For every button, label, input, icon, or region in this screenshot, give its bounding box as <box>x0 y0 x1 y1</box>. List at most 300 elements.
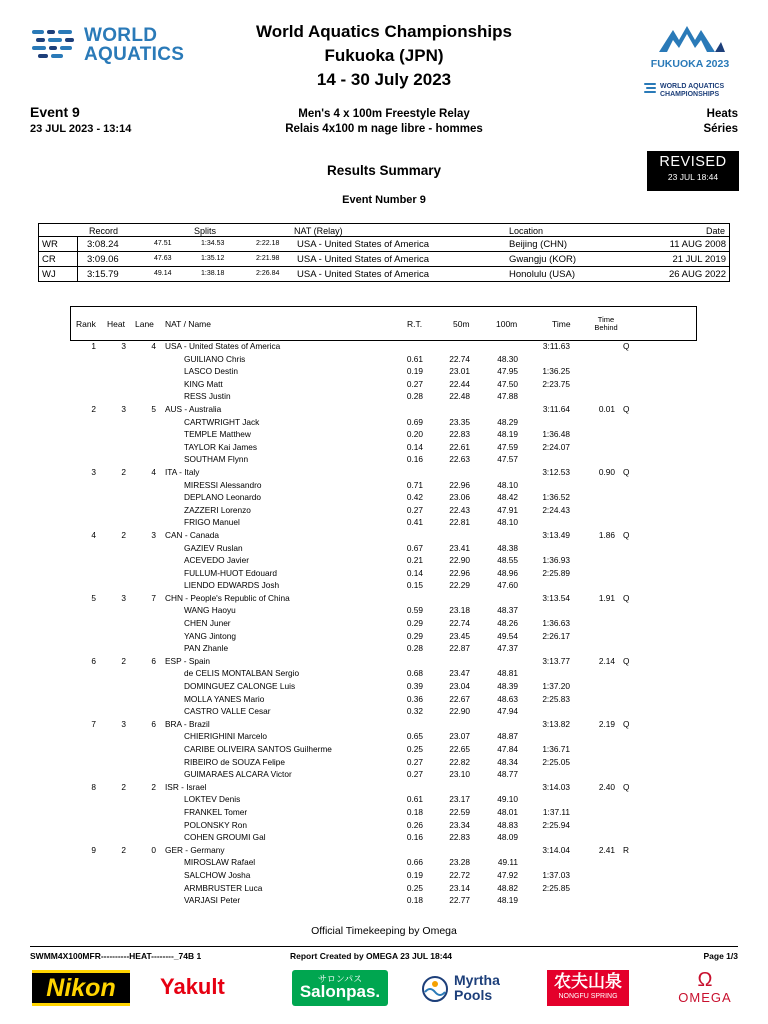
swimmer-row <box>0 542 768 555</box>
split-100m: 48.10 <box>497 517 518 528</box>
swimmer-row <box>0 793 768 806</box>
time-behind: 2.14 <box>598 655 615 666</box>
reaction-time: 0.69 <box>406 416 423 427</box>
omega-text: OMEGA <box>678 990 732 1005</box>
reaction-time: 0.68 <box>406 668 423 679</box>
header-lane: Lane <box>135 319 154 329</box>
split-50m: 22.63 <box>449 454 470 465</box>
team-row <box>0 529 768 542</box>
cumulative-time: 1:36.52 <box>542 492 570 503</box>
split-100m: 48.87 <box>497 731 518 742</box>
cumulative-time: 2:24.07 <box>542 441 570 452</box>
split-100m: 49.54 <box>497 630 518 641</box>
records-header-location: Location <box>509 226 544 236</box>
split-50m: 23.07 <box>449 731 470 742</box>
title-line-3: 14 - 30 July 2023 <box>316 70 452 89</box>
salonpas-text: Salonpas. <box>299 982 381 1001</box>
reaction-time: 0.27 <box>406 504 423 515</box>
split-50m: 23.01 <box>449 366 470 377</box>
time-behind: 1.91 <box>598 592 615 603</box>
swimmer-row <box>0 730 768 743</box>
lane: 3 <box>151 529 156 540</box>
split-100m: 48.09 <box>497 832 518 843</box>
swimmer-row <box>0 479 768 492</box>
swimmer-row <box>0 693 768 706</box>
final-time: 3:13.49 <box>542 529 570 540</box>
myrtha-text-2: Pools <box>454 987 493 1003</box>
record-code: CR <box>42 254 56 265</box>
swimmer-name: YANG Jintong <box>184 630 236 641</box>
cumulative-time: 2:25.85 <box>542 882 570 893</box>
rank: 9 <box>91 844 96 855</box>
split-50m: 23.17 <box>449 794 470 805</box>
final-time: 3:11.64 <box>542 403 570 414</box>
record-code: WJ <box>42 269 56 280</box>
swimmer-row <box>0 441 768 454</box>
swimmer-row <box>0 504 768 517</box>
record-s2: 1:35.12 <box>201 255 225 262</box>
split-100m: 48.19 <box>497 895 518 906</box>
heat: 2 <box>121 655 126 666</box>
split-100m: 47.37 <box>497 643 518 654</box>
swimmer-name: LASCO Destin <box>184 366 238 377</box>
yakult-logo <box>160 970 260 1006</box>
team-row <box>0 340 768 353</box>
qualification: Q <box>623 403 630 414</box>
logo-word-1: WORLD <box>84 25 158 46</box>
records-header-nat: NAT (Relay) <box>294 226 343 236</box>
swimmer-row <box>0 428 768 441</box>
reaction-time: 0.61 <box>406 353 423 364</box>
record-nat: USA - United States of America <box>297 239 430 250</box>
swimmer-row <box>0 579 768 592</box>
swimmer-name: ACEVEDO Javier <box>184 555 250 566</box>
header-rt: R.T. <box>407 319 423 329</box>
split-100m: 47.59 <box>497 441 518 452</box>
heat: 3 <box>121 718 126 729</box>
reaction-time: 0.28 <box>406 643 423 654</box>
team-name: GER - Germany <box>165 844 225 855</box>
swimmer-name: GUILIANO Chris <box>184 353 246 364</box>
qualification: Q <box>623 655 630 666</box>
header-heat: Heat <box>107 319 125 329</box>
header-50m: 50m <box>453 319 470 329</box>
team-name: ITA - Italy <box>165 466 200 477</box>
record-code: WR <box>42 239 58 250</box>
cumulative-time: 1:37.20 <box>542 681 570 692</box>
qualification: Q <box>623 341 630 351</box>
team-name: AUS - Australia <box>165 403 222 414</box>
split-100m: 48.37 <box>497 605 518 616</box>
rank: 5 <box>91 592 96 603</box>
report-created: Report Created by OMEGA 23 JUL 18:44 <box>290 951 453 961</box>
split-100m: 48.19 <box>497 429 518 440</box>
split-50m: 22.74 <box>449 618 470 629</box>
heat: 3 <box>121 403 126 414</box>
cumulative-time: 2:25.83 <box>542 693 570 704</box>
split-100m: 48.82 <box>497 882 518 893</box>
swimmer-name: GUIMARAES ALCARA Victor <box>184 769 292 780</box>
split-50m: 23.28 <box>449 857 470 868</box>
split-100m: 47.88 <box>497 391 518 402</box>
salonpas-logo <box>292 970 388 1006</box>
rank: 6 <box>91 655 96 666</box>
split-50m: 22.90 <box>449 706 470 717</box>
event-name-fr: Relais 4x100 m nage libre - hommes <box>285 123 483 135</box>
split-100m: 48.63 <box>497 693 518 704</box>
rank: 8 <box>91 781 96 792</box>
final-time: 3:13.77 <box>542 655 570 666</box>
nongfu-spring-logo <box>547 970 629 1006</box>
record-row <box>39 251 729 266</box>
rank: 3 <box>91 466 96 477</box>
swimmer-row <box>0 617 768 630</box>
header-time-behind-1: Time <box>597 315 615 324</box>
swimmer-name: MIRESSI Alessandro <box>184 479 262 490</box>
split-50m: 22.61 <box>449 441 470 452</box>
record-s3: 2:26.84 <box>256 270 280 277</box>
split-100m: 47.57 <box>497 454 518 465</box>
host-sub-1: WORLD AQUATICS <box>660 83 725 90</box>
reaction-time: 0.14 <box>406 441 423 452</box>
swimmer-row <box>0 705 768 718</box>
split-50m: 22.29 <box>449 580 470 591</box>
footer-divider <box>30 946 738 947</box>
record-nat: USA - United States of America <box>297 254 430 265</box>
reaction-time: 0.36 <box>406 693 423 704</box>
rank: 2 <box>91 403 96 414</box>
reaction-time: 0.26 <box>406 819 423 830</box>
record-date: 21 JUL 2019 <box>672 254 726 265</box>
record-time: 3:15.79 <box>87 269 119 280</box>
swimmer-name: CHEN Juner <box>184 618 231 629</box>
rank: 7 <box>91 718 96 729</box>
results-header <box>70 306 697 341</box>
record-nat: USA - United States of America <box>297 269 430 280</box>
timekeeping-note: Official Timekeeping by Omega <box>311 925 457 937</box>
qualification: Q <box>623 529 630 540</box>
split-100m: 48.83 <box>497 819 518 830</box>
record-s2: 1:34.53 <box>201 240 225 247</box>
swimmer-name: FULLUM-HUOT Edouard <box>184 567 277 578</box>
time-behind: 1.86 <box>598 529 615 540</box>
swimmer-row <box>0 819 768 832</box>
event-info <box>30 104 131 135</box>
final-time: 3:13.54 <box>542 592 570 603</box>
myrtha-pools-logo <box>420 970 520 1006</box>
swimmer-row <box>0 743 768 756</box>
swimmer-row <box>0 630 768 643</box>
nongfu-cn-text: 农夫山泉 <box>554 972 622 991</box>
lane: 4 <box>151 341 156 351</box>
reaction-time: 0.66 <box>406 857 423 868</box>
swimmer-name: LOKTEV Denis <box>184 794 241 805</box>
swimmer-name: SOUTHAM Flynn <box>184 454 249 465</box>
record-location: Gwangju (KOR) <box>509 254 577 265</box>
revised-label: REVISED <box>659 154 727 170</box>
final-time: 3:14.04 <box>542 844 570 855</box>
split-50m: 22.48 <box>449 391 470 402</box>
record-s3: 2:22.18 <box>256 240 280 247</box>
cumulative-time: 2:25.89 <box>542 567 570 578</box>
event-number-label: Event Number 9 <box>342 194 426 206</box>
split-100m: 48.81 <box>497 668 518 679</box>
omega-logo <box>665 970 745 1006</box>
reaction-time: 0.18 <box>406 895 423 906</box>
reaction-time: 0.19 <box>406 869 423 880</box>
record-s1: 49.14 <box>154 270 172 277</box>
records-header-date: Date <box>705 226 725 236</box>
split-50m: 22.87 <box>449 643 470 654</box>
split-50m: 22.77 <box>449 895 470 906</box>
event-phase <box>703 107 738 137</box>
team-name: CHN - People's Republic of China <box>165 592 290 603</box>
reaction-time: 0.65 <box>406 731 423 742</box>
split-50m: 23.06 <box>449 492 470 503</box>
split-100m: 47.92 <box>497 869 518 880</box>
split-100m: 48.01 <box>497 806 518 817</box>
swimmer-row <box>0 604 768 617</box>
team-row <box>0 844 768 857</box>
team-row <box>0 718 768 731</box>
salonpas-jp-text: サロンパス <box>317 974 363 984</box>
swimmer-row <box>0 416 768 429</box>
split-50m: 22.96 <box>449 567 470 578</box>
split-50m: 23.10 <box>449 769 470 780</box>
record-row <box>39 236 729 251</box>
team-name: ISR - Israel <box>165 781 207 792</box>
cumulative-time: 1:37.03 <box>542 869 570 880</box>
reaction-time: 0.27 <box>406 756 423 767</box>
reaction-time: 0.15 <box>406 580 423 591</box>
event-name <box>200 107 568 137</box>
rank: 1 <box>91 341 96 351</box>
record-time: 3:09.06 <box>87 254 119 265</box>
heat: 2 <box>121 529 126 540</box>
swimmer-name: DOMINGUEZ CALONGE Luis <box>184 681 296 692</box>
header-rank: Rank <box>76 319 96 329</box>
split-100m: 48.38 <box>497 542 518 553</box>
split-50m: 22.81 <box>449 517 470 528</box>
swimmer-name: FRANKEL Tomer <box>184 806 248 817</box>
cumulative-time: 1:36.48 <box>542 429 570 440</box>
split-100m: 48.34 <box>497 756 518 767</box>
split-50m: 22.72 <box>449 869 470 880</box>
swimmer-row <box>0 882 768 895</box>
cumulative-time: 2:25.94 <box>542 819 570 830</box>
lane: 6 <box>151 655 156 666</box>
swimmer-name: CARTWRIGHT Jack <box>184 416 260 427</box>
team-row <box>0 655 768 668</box>
split-50m: 22.67 <box>449 693 470 704</box>
split-100m: 49.11 <box>497 857 518 868</box>
swimmer-name: MIROSLAW Rafael <box>184 857 256 868</box>
team-row <box>0 466 768 479</box>
split-100m: 47.94 <box>497 706 518 717</box>
split-50m: 22.74 <box>449 353 470 364</box>
swimmer-name: SALCHOW Josha <box>184 869 251 880</box>
reaction-time: 0.14 <box>406 567 423 578</box>
time-behind: 0.01 <box>598 403 615 414</box>
time-behind: 2.41 <box>598 844 615 855</box>
qualification: Q <box>623 592 630 603</box>
swimmer-name: CHIERIGHINI Marcelo <box>184 731 267 742</box>
reaction-time: 0.67 <box>406 542 423 553</box>
swimmer-row <box>0 554 768 567</box>
split-50m: 22.59 <box>449 806 470 817</box>
swimmer-row <box>0 856 768 869</box>
swimmer-row <box>0 491 768 504</box>
reaction-time: 0.27 <box>406 378 423 389</box>
reaction-time: 0.25 <box>406 882 423 893</box>
swimmer-row <box>0 831 768 844</box>
report-code: SWMM4X100MFR----------HEAT--------_74B 1 <box>30 951 202 961</box>
revised-time: 23 JUL 18:44 <box>667 172 719 182</box>
time-behind: 2.40 <box>598 781 615 792</box>
team-name: BRA - Brazil <box>165 718 210 729</box>
split-100m: 48.39 <box>497 681 518 692</box>
split-100m: 48.26 <box>497 618 518 629</box>
cumulative-time: 1:37.11 <box>542 806 570 817</box>
swimmer-name: LIENDO EDWARDS Josh <box>184 580 280 591</box>
split-100m: 47.95 <box>497 366 518 377</box>
page-number: Page 1/3 <box>703 951 738 961</box>
reaction-time: 0.25 <box>406 744 423 754</box>
reaction-time: 0.32 <box>406 706 423 717</box>
lane: 6 <box>151 718 156 729</box>
swimmer-name: KING Matt <box>184 378 223 389</box>
reaction-time: 0.29 <box>406 630 423 641</box>
swimmer-name: RESS Justin <box>184 391 231 402</box>
swimmer-row <box>0 667 768 680</box>
cumulative-time: 2:26.17 <box>542 630 570 641</box>
world-aquatics-icon <box>30 26 78 66</box>
swimmer-row <box>0 378 768 391</box>
swimmer-name: FRIGO Manuel <box>184 517 240 528</box>
nikon-logo <box>32 970 130 1006</box>
split-100m: 47.84 <box>497 744 518 754</box>
split-100m: 48.55 <box>497 555 518 566</box>
event-name-en: Men's 4 x 100m Freestyle Relay <box>298 108 470 120</box>
split-100m: 48.10 <box>497 479 518 490</box>
team-row <box>0 592 768 605</box>
split-50m: 23.14 <box>449 882 470 893</box>
fukuoka-logo-icon <box>655 22 725 56</box>
header-100m: 100m <box>496 319 518 329</box>
heat: 2 <box>121 781 126 792</box>
qualification: R <box>623 844 629 855</box>
swimmer-name: POLONSKY Ron <box>184 819 248 830</box>
heat: 3 <box>121 341 126 351</box>
header-nat-name: NAT / Name <box>165 319 211 329</box>
record-time: 3:08.24 <box>87 239 119 250</box>
split-100m: 47.50 <box>497 378 518 389</box>
team-row <box>0 781 768 794</box>
swimmer-row <box>0 680 768 693</box>
reaction-time: 0.39 <box>406 681 423 692</box>
heat: 2 <box>121 844 126 855</box>
split-50m: 23.35 <box>449 416 470 427</box>
split-50m: 22.83 <box>449 429 470 440</box>
reaction-time: 0.16 <box>406 832 423 843</box>
split-100m: 48.42 <box>497 492 518 503</box>
reaction-time: 0.41 <box>406 517 423 528</box>
record-date: 26 AUG 2022 <box>668 269 726 280</box>
phase-en: Heats <box>706 108 738 120</box>
lane: 2 <box>151 781 156 792</box>
cumulative-time: 2:24.43 <box>542 504 570 515</box>
cumulative-time: 2:25.05 <box>542 756 570 767</box>
reaction-time: 0.19 <box>406 366 423 377</box>
swimmer-row <box>0 365 768 378</box>
myrtha-text-1: Myrtha <box>454 972 500 988</box>
split-100m: 47.60 <box>497 580 518 591</box>
lane: 5 <box>151 403 156 414</box>
split-50m: 23.45 <box>449 630 470 641</box>
swimmer-row <box>0 768 768 781</box>
swimmer-row <box>0 567 768 580</box>
swimmer-name: GAZIEV Ruslan <box>184 542 243 553</box>
record-row <box>39 266 729 281</box>
reaction-time: 0.16 <box>406 454 423 465</box>
swimmer-name: COHEN GROUMI Gal <box>184 832 266 843</box>
swimmer-name: ARMBRUSTER Luca <box>184 882 263 893</box>
swimmer-row <box>0 756 768 769</box>
results-summary-title: Results Summary <box>326 163 442 178</box>
world-aquatics-logo <box>30 24 200 68</box>
header-time-behind-2: Behind <box>594 323 618 332</box>
swimmer-name: CASTRO VALLE Cesar <box>184 706 271 717</box>
swimmer-name: DEPLANO Leonardo <box>184 492 262 503</box>
event-number: Event 9 <box>30 104 80 120</box>
records-header-record: Record <box>89 226 119 236</box>
header-time: Time <box>552 319 571 329</box>
results-body <box>0 340 768 907</box>
split-50m: 22.82 <box>449 756 470 767</box>
team-name: USA - United States of America <box>165 341 281 351</box>
omega-symbol-icon: Ω <box>697 969 713 991</box>
record-s2: 1:38.18 <box>201 270 225 277</box>
swimmer-name: TAYLOR Kai James <box>184 441 258 452</box>
split-50m: 23.04 <box>449 681 470 692</box>
swimmer-name: VARJASI Peter <box>184 895 241 906</box>
final-time: 3:12.53 <box>542 466 570 477</box>
team-name: ESP - Spain <box>165 655 211 666</box>
reaction-time: 0.59 <box>406 605 423 616</box>
title-line-1: World Aquatics Championships <box>256 22 512 41</box>
cumulative-time: 2:23.75 <box>542 378 570 389</box>
rank: 4 <box>91 529 96 540</box>
qualification: Q <box>623 718 630 729</box>
record-s1: 47.51 <box>154 240 172 247</box>
split-50m: 22.65 <box>449 744 470 754</box>
final-time: 3:14.03 <box>542 781 570 792</box>
record-s3: 2:21.98 <box>256 255 280 262</box>
split-100m: 49.10 <box>497 794 518 805</box>
swimmer-name: RIBEIRO de SOUZA Felipe <box>184 756 285 767</box>
qualification: Q <box>623 466 630 477</box>
team-name: CAN - Canada <box>165 529 219 540</box>
reaction-time: 0.28 <box>406 391 423 402</box>
split-50m: 23.34 <box>449 819 470 830</box>
championship-title <box>200 20 568 92</box>
swimmer-name: WANG Haoyu <box>184 605 236 616</box>
record-s1: 47.63 <box>154 255 172 262</box>
split-100m: 48.30 <box>497 353 518 364</box>
split-100m: 48.77 <box>497 769 518 780</box>
cumulative-time: 1:36.25 <box>542 366 570 377</box>
final-time: 3:13.82 <box>542 718 570 729</box>
